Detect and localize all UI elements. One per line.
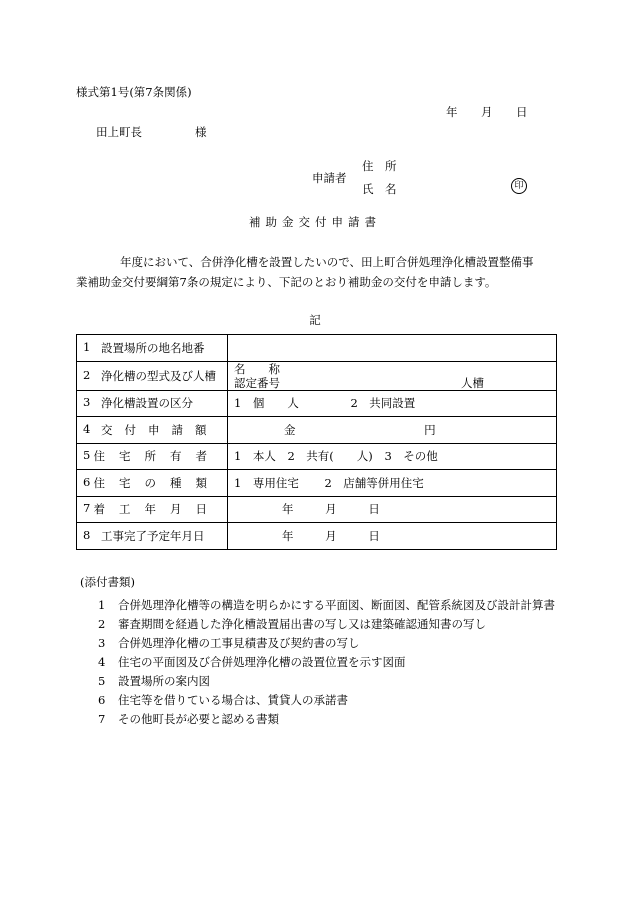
table-row: [77, 390, 557, 417]
row-label: [77, 470, 228, 497]
row-label-text: 工事完了予定年月日: [101, 528, 205, 543]
start-date-cell[interactable]: [228, 496, 557, 523]
body-line-2: 業補助金交付要綱第7条の規定により、下記のとおり補助金の交付を申請します。: [76, 275, 497, 289]
house-option-residential[interactable]: 1 専用住宅: [234, 475, 299, 490]
owner-option-shared[interactable]: 2 共有( 人): [287, 449, 373, 464]
date-month-label: 月: [481, 105, 493, 119]
table-row: [77, 443, 557, 470]
body-paragraph: [76, 252, 576, 292]
row-label: [77, 443, 228, 470]
row-label-text: 住宅の種類: [93, 475, 221, 490]
row-label-text: 設置場所の地名地番: [101, 340, 205, 355]
applicant-label: 申請者: [312, 171, 347, 185]
completion-day-label: 日: [368, 528, 380, 543]
ki-heading: 記: [309, 313, 321, 327]
row-label-text: 着工年月日: [93, 502, 221, 517]
completion-date-cell[interactable]: [228, 523, 557, 550]
date-day-label: 日: [516, 105, 528, 119]
applicant-name-label: 氏 名: [362, 182, 397, 196]
row-number: 5: [83, 448, 91, 463]
tank-capacity-unit: 人槽: [461, 375, 484, 390]
row-label-text: 住宅所有者: [93, 449, 221, 464]
table-row: [77, 523, 557, 550]
row-label: [77, 335, 228, 362]
list-item: 7 その他町長が必要と認める書類: [98, 712, 279, 726]
row-number: 3: [83, 395, 91, 410]
completion-year-label: 年: [282, 528, 294, 543]
body-line-1: 年度において、合併浄化槽を設置したいので、田上町合併処理浄化槽設置整備事: [120, 255, 534, 269]
row-number: 7: [83, 501, 91, 516]
site-address-cell[interactable]: [228, 335, 557, 362]
list-item: 6 住宅等を借りている場合は、賃貸人の承諾書: [98, 693, 348, 707]
amount-kin-label: 金: [284, 422, 296, 437]
row-label: [77, 417, 228, 444]
list-item: 1 合併処理浄化槽等の構造を明らかにする平面図、断面図、配管系統図及び設計計算書: [98, 598, 555, 612]
table-row: [77, 470, 557, 497]
list-item: 2 審査期間を経過した浄化槽設置届出書の写し又は建築確認通知書の写し: [98, 617, 486, 631]
row-number: 2: [83, 367, 91, 382]
tank-cert-label: 認定番号: [234, 375, 280, 390]
completion-month-label: 月: [325, 528, 337, 543]
attachments-list: [98, 596, 558, 729]
table-row: [77, 496, 557, 523]
addressee-name: 田上町長: [96, 125, 142, 139]
row-label-text: 浄化槽設置の区分: [101, 396, 193, 411]
row-number: 6: [83, 474, 91, 489]
tank-name-label: 名 称: [234, 361, 280, 376]
row-label-text: 交付申請額: [101, 422, 219, 437]
start-month-label: 月: [325, 502, 337, 517]
start-year-label: 年: [282, 502, 294, 517]
seal-mark: 印: [511, 178, 527, 194]
list-item: 5 設置場所の案内図: [98, 674, 210, 688]
tank-model-cell[interactable]: [228, 361, 557, 390]
install-type-option-individual[interactable]: 1 個 人: [234, 396, 299, 411]
row-number: 1: [83, 339, 91, 354]
attachments-title: (添付書類): [80, 575, 135, 589]
table-row: [77, 335, 557, 362]
table-row: [77, 417, 557, 444]
install-type-option-shared[interactable]: 2 共同設置: [350, 396, 416, 411]
install-type-cell: [228, 390, 557, 417]
row-label: [77, 523, 228, 550]
house-type-cell: [228, 470, 557, 497]
row-label: [77, 390, 228, 417]
start-day-label: 日: [368, 502, 380, 517]
row-number: 8: [83, 527, 91, 542]
applicant-address-label: 住 所: [362, 159, 397, 173]
addressee-honorific: 様: [195, 125, 207, 139]
form-label: 様式第1号(第7条関係): [76, 85, 192, 99]
date-year-label: 年: [446, 105, 458, 119]
owner-option-other[interactable]: 3 その他: [384, 449, 438, 464]
amount-yen-label: 円: [424, 422, 436, 437]
row-label: [77, 496, 228, 523]
row-label-text: 浄化槽の型式及び人槽: [101, 368, 216, 383]
house-option-mixed-use[interactable]: 2 店舗等併用住宅: [324, 475, 424, 490]
application-table: [76, 334, 557, 550]
row-number: 4: [83, 421, 91, 436]
table-row: [77, 361, 557, 390]
row-label: [77, 361, 228, 390]
owner-option-self[interactable]: 1 本人: [234, 449, 276, 464]
list-item: 3 合併処理浄化槽の工事見積書及び契約書の写し: [98, 636, 360, 650]
document-title: 補助金交付申請書: [249, 215, 381, 229]
list-item: 4 住宅の平面図及び合併処理浄化槽の設置位置を示す図面: [98, 655, 406, 669]
owner-type-cell: [228, 443, 557, 470]
grant-amount-cell[interactable]: [228, 417, 557, 444]
